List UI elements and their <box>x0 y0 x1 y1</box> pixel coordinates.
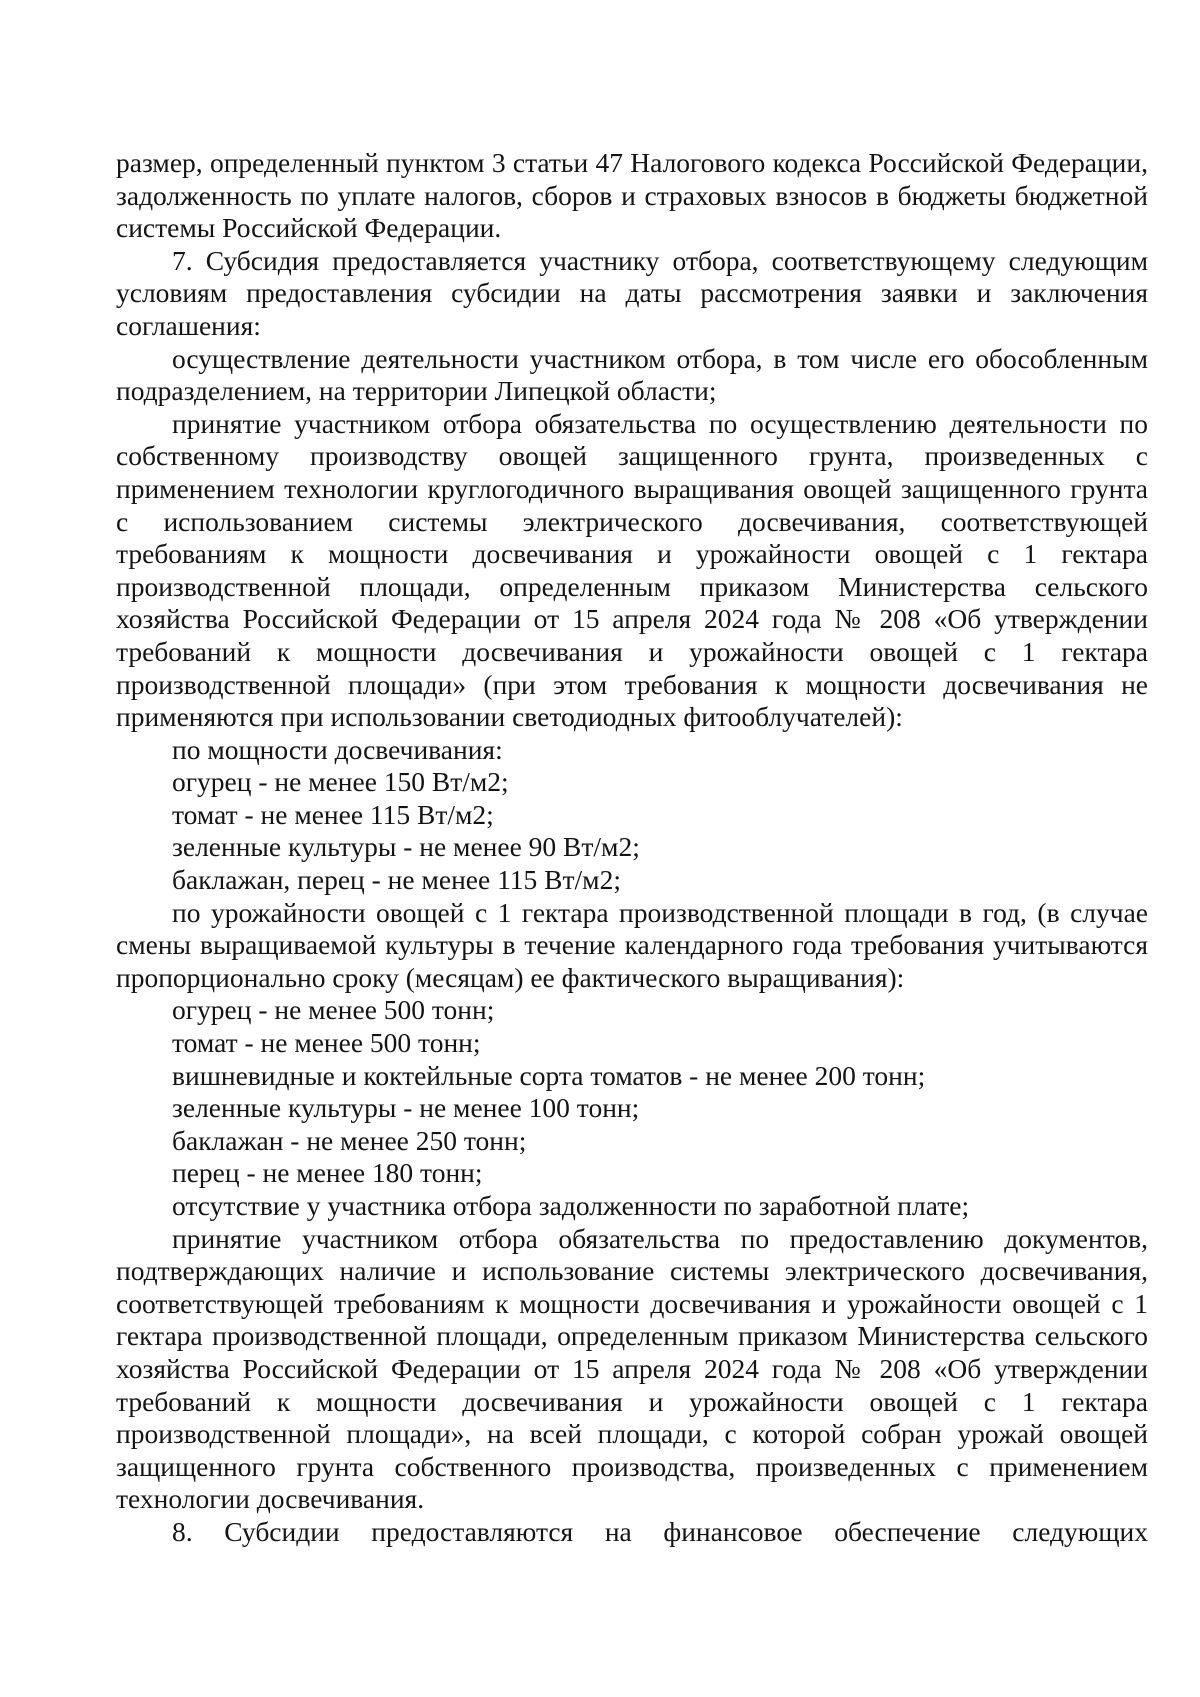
list-item-power-cucumber: огурец - не менее 150 Вт/м2; <box>172 766 509 798</box>
paragraph-no-wage-debt: отсутствие у участника отбора задолженности по заработной плате; <box>172 1190 970 1221</box>
document-body <box>116 147 1148 1549</box>
list-item-yield-eggplant: баклажан - не менее 250 тонн; <box>172 1124 527 1156</box>
list-item-power-tomato: томат - не менее 115 Вт/м2; <box>172 798 494 830</box>
paragraph-activity-lipetsk: осуществление деятельности участником отбора, в том числе его обособленным подразделением, на территории Липецкой области; <box>116 342 1148 407</box>
paragraph-item-7: 7. Субсидия предоставляется участнику отбора, соответствующему следующим условиям предоставления субсидии на даты рассмотрения заявки и заключения соглашения: <box>116 244 1148 341</box>
list-item-yield-cucumber: огурец - не менее 500 тонн; <box>172 994 495 1026</box>
list-item-power-eggplant-pepper: баклажан, перец - не менее 115 Вт/м2; <box>172 864 621 896</box>
list-heading-power: по мощности досвечивания: <box>172 733 503 765</box>
paragraph-tax-debt-continuation: размер, определенный пунктом 3 статьи 47 Налогового кодекса Российской Федерации, задолженность по уплате налогов, сборов и страховых взносов в бюджеты бюджетной системы Российской Федерации. <box>116 147 1148 244</box>
list-item-yield-cherry-tomato: вишневидные и коктейльные сорта томатов - не менее 200 тонн; <box>172 1059 926 1091</box>
paragraph-item-8: 8. Субсидии предоставляются на финансовое обеспечение следующих <box>172 1515 1148 1547</box>
paragraph-obligation-production: принятие участником отбора обязательства по осуществлению деятельности по собственному производству овощей защищенного грунта, произведенных с применением технологии круглогодичного выращивания овощей защищенного грунта с использованием системы электрического досвечивания, соответствующей требованиям к мощности досвечивания и урожайности овощей с 1 гектара производственной площади, определенным приказом Министерства сельского хозяйства Российской Федерации от 15 апреля 2024 года № 208 «Об утверждении требований к мощности досвечивания и урожайности овощей с 1 гектара производственной площади» (при этом требования к мощности досвечивания не применяются при использовании светодиодных фитооблучателей): <box>116 407 1148 733</box>
list-item-yield-tomato: томат - не менее 500 тонн; <box>172 1027 481 1059</box>
list-item-power-greens: зеленные культуры - не менее 90 Вт/м2; <box>172 831 640 863</box>
list-item-yield-pepper: перец - не менее 180 тонн; <box>172 1157 483 1189</box>
list-item-yield-greens: зеленные культуры - не менее 100 тонн; <box>172 1092 640 1124</box>
list-heading-yield: по урожайности овощей с 1 гектара производственной площади в год, (в случае смены выращиваемой культуры в течение календарного года требования учитываются пропорционально сроку (месяцам) ее фактического выращивания): <box>116 896 1148 993</box>
paragraph-obligation-documents: принятие участником отбора обязательства по предоставлению документов, подтверждающих наличие и использование системы электрического досвечивания, соответствующей требованиям к мощности досвечивания и урожайности овощей с 1 гектара производственной площади, определенным приказом Министерства сельского хозяйства Российской Федерации от 15 апреля 2024 года № 208 «Об утверждении требований к мощности досвечивания и урожайности овощей с 1 гектара производственной площади», на всей площади, с которой собран урожай овощей защищенного грунта собственного производства, произведенных с применением технологии досвечивания. <box>116 1222 1148 1515</box>
